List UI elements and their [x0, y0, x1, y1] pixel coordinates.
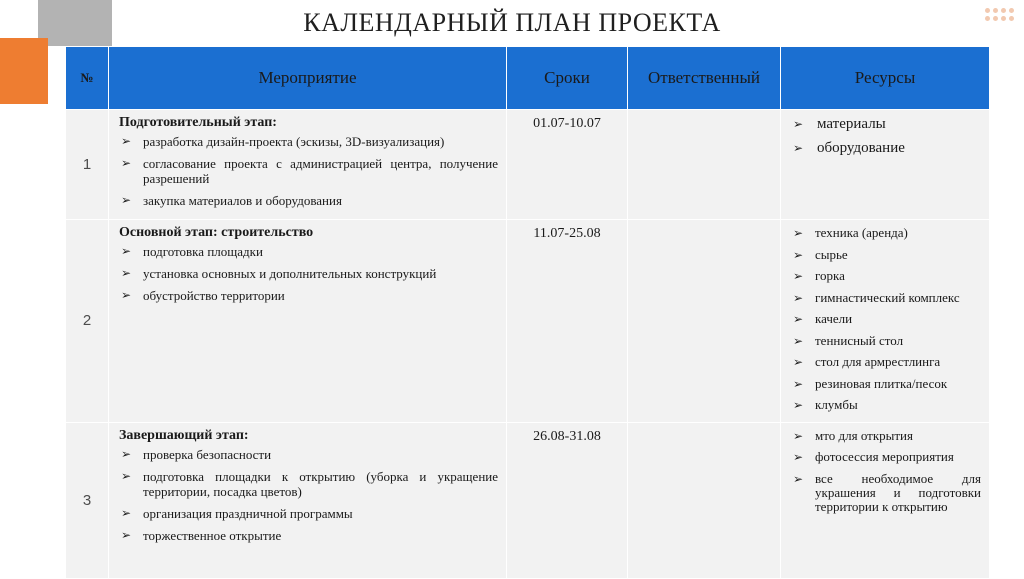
decor-orange-block — [0, 38, 48, 104]
resource-item: ➢ оборудование — [793, 140, 905, 156]
arrow-bullet-icon: ➢ — [793, 226, 804, 240]
responsible-cell — [628, 422, 781, 578]
header-number: № — [66, 47, 109, 110]
arrow-bullet-icon: ➢ — [121, 266, 132, 280]
arrow-bullet-icon: ➢ — [793, 428, 804, 443]
task-item: ➢ обустройство территории — [121, 288, 285, 303]
resource-item: ➢ все необходимое для украшения и подготовки территории к открытию — [793, 470, 981, 514]
arrow-bullet-icon: ➢ — [121, 468, 132, 483]
task-item: ➢ закупка материалов и оборудования — [121, 193, 342, 208]
resources-cell — [781, 110, 990, 220]
dates-cell: 01.07-10.07 — [507, 110, 628, 220]
task-list — [119, 134, 498, 208]
header-dates: Сроки — [507, 47, 628, 110]
arrow-bullet-icon: ➢ — [793, 141, 804, 155]
arrow-bullet-icon: ➢ — [793, 450, 804, 464]
arrow-bullet-icon: ➢ — [121, 193, 132, 207]
stage-title: Завершающий этап: — [119, 427, 249, 443]
row-number: 2 — [66, 220, 109, 423]
stage-title: Подготовительный этап: — [119, 115, 277, 130]
resource-item: ➢ техника (аренда) — [793, 225, 908, 240]
table-row — [66, 110, 990, 220]
resource-item: ➢ материалы — [793, 116, 886, 132]
task-item: ➢ разработка дизайн-проекта (эскизы, 3D-визуализация) — [121, 134, 445, 149]
row-number: 3 — [66, 422, 109, 578]
table-row — [66, 220, 990, 423]
task-item: ➢ подготовка площадки к открытию (уборка и укращение территории, посадка цветов) — [121, 468, 498, 499]
header-event: Мероприятие — [109, 47, 507, 110]
dates-cell: 11.07-25.08 — [507, 220, 628, 423]
row-number: 1 — [66, 110, 109, 220]
responsible-cell — [628, 220, 781, 423]
arrow-bullet-icon: ➢ — [121, 527, 132, 542]
resource-item: ➢ стол для армрестлинга — [793, 354, 941, 369]
arrow-bullet-icon: ➢ — [121, 134, 132, 148]
task-item: ➢ согласование проекта с администрацией центра, получение разрешений — [121, 156, 498, 186]
resources-cell — [781, 422, 990, 578]
arrow-bullet-icon: ➢ — [793, 117, 804, 131]
resource-item: ➢ клумбы — [793, 397, 858, 412]
arrow-bullet-icon: ➢ — [793, 471, 804, 486]
arrow-bullet-icon: ➢ — [793, 269, 804, 283]
event-cell — [109, 220, 507, 423]
resource-item: ➢ качели — [793, 311, 853, 326]
arrow-bullet-icon: ➢ — [793, 312, 804, 326]
event-cell — [109, 422, 507, 578]
resource-item: ➢ теннисный стол — [793, 332, 904, 348]
header-responsible: Ответственный — [628, 47, 781, 110]
resources-cell — [781, 220, 990, 423]
arrow-bullet-icon: ➢ — [793, 333, 804, 348]
arrow-bullet-icon: ➢ — [121, 446, 132, 461]
arrow-bullet-icon: ➢ — [793, 355, 804, 369]
stage-title: Основной этап: строительство — [119, 225, 314, 240]
resource-item: ➢ мто для открытия — [793, 427, 913, 443]
arrow-bullet-icon: ➢ — [793, 247, 804, 262]
header-resources: Ресурсы — [781, 47, 990, 110]
task-item: ➢ проверка безопасности — [121, 446, 272, 462]
arrow-bullet-icon: ➢ — [793, 290, 804, 305]
task-item: ➢ подготовка площадки — [121, 244, 263, 259]
calendar-plan-table — [65, 46, 990, 579]
resource-list — [781, 110, 989, 166]
resource-item: ➢ сырье — [793, 246, 848, 262]
arrow-bullet-icon: ➢ — [793, 398, 804, 412]
task-item: ➢ установка основных и дополнительных конструкций — [121, 266, 437, 281]
table-row — [66, 422, 990, 578]
arrow-bullet-icon: ➢ — [121, 244, 132, 258]
event-cell — [109, 110, 507, 220]
task-item: ➢ организация праздничной программы — [121, 505, 353, 521]
resource-list — [781, 220, 989, 422]
task-list — [119, 244, 498, 303]
dates-cell: 26.08-31.08 — [507, 422, 628, 578]
resource-item: ➢ горка — [793, 268, 845, 283]
arrow-bullet-icon: ➢ — [121, 505, 132, 520]
arrow-bullet-icon: ➢ — [121, 288, 132, 302]
arrow-bullet-icon: ➢ — [121, 156, 132, 170]
task-item: ➢ торжественное открытие — [121, 527, 282, 543]
resource-item: ➢ резиновая плитка/песок — [793, 375, 948, 391]
resource-item: ➢ фотосессия мероприятия — [793, 449, 954, 464]
task-list — [119, 447, 498, 543]
header-row — [66, 47, 990, 110]
resource-item: ➢ гимнастический комплекс — [793, 289, 960, 305]
resource-list — [781, 423, 989, 524]
arrow-bullet-icon: ➢ — [793, 376, 804, 391]
responsible-cell — [628, 110, 781, 220]
page-title: КАЛЕНДАРНЫЙ ПЛАН ПРОЕКТА — [303, 8, 721, 37]
